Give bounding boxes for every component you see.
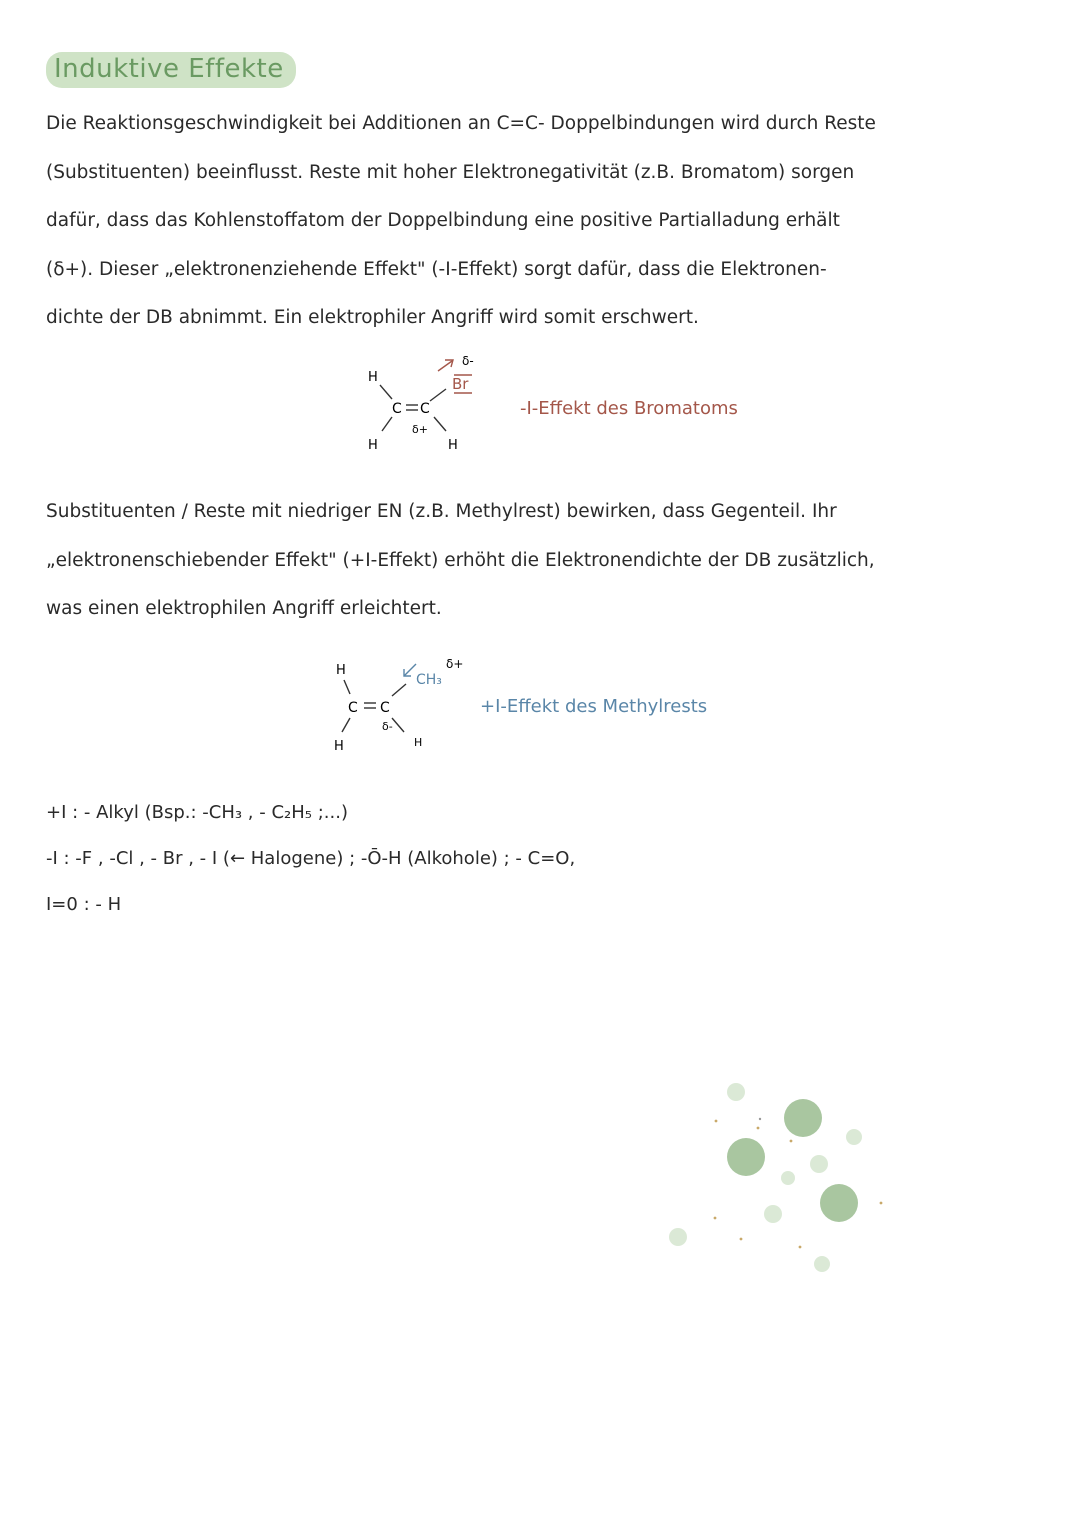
decor-dot bbox=[715, 1120, 718, 1123]
atom-h-bottom-right: H bbox=[448, 438, 458, 453]
decor-dot bbox=[727, 1083, 745, 1101]
atom-c-right: C bbox=[380, 700, 390, 716]
decor-dot bbox=[799, 1246, 802, 1249]
arrow-icon bbox=[404, 664, 416, 676]
paragraph-line: „elektronenschiebender Effekt" (+I-Effekt) erhöht die Elektronendichte der DB zusätzlich, bbox=[46, 549, 875, 571]
partial-charge: δ- bbox=[382, 720, 393, 733]
paragraph-plus-i bbox=[46, 488, 1041, 634]
bond bbox=[344, 680, 350, 694]
bond bbox=[392, 718, 404, 732]
decor-dot bbox=[790, 1140, 793, 1143]
atom-br: Br bbox=[452, 375, 469, 393]
atom-c-right: C bbox=[420, 401, 430, 417]
atom-h-bottom-left: H bbox=[334, 739, 344, 754]
atom-ch3: CH₃ bbox=[416, 672, 442, 688]
bond bbox=[342, 718, 350, 732]
minus-i-label: -I-Effekt des Bromatoms bbox=[520, 398, 738, 419]
paragraph-minus-i bbox=[46, 100, 1041, 343]
decor-dot bbox=[757, 1127, 760, 1130]
atom-h-top-left: H bbox=[336, 663, 346, 678]
partial-charge: δ+ bbox=[446, 657, 464, 671]
plus-i-label: +I-Effekt des Methylrests bbox=[480, 696, 708, 717]
decor-dot bbox=[764, 1205, 782, 1223]
paragraph-line: was einen elektrophilen Angriff erleichtert. bbox=[46, 598, 442, 619]
bond bbox=[430, 389, 446, 401]
partial-charge: δ- bbox=[462, 354, 474, 368]
atom-c-left: C bbox=[348, 700, 358, 716]
decor-dot bbox=[669, 1228, 687, 1246]
decor-dot bbox=[814, 1256, 830, 1272]
decor-dot bbox=[784, 1099, 822, 1137]
atom-h-bottom-left: H bbox=[368, 438, 378, 453]
decor-dot bbox=[740, 1238, 743, 1241]
list-item-minus-i: -I : -F , -Cl , - Br , - I (← Halogene) ; -Ō-H (Alkohole) ; - C=O, bbox=[46, 848, 576, 869]
decorative-dots bbox=[660, 1075, 900, 1275]
bond bbox=[380, 385, 392, 399]
paragraph-line: dichte der DB abnimmt. Ein elektrophiler Angriff wird somit erschwert. bbox=[46, 307, 699, 328]
bond bbox=[392, 684, 406, 696]
decor-dot bbox=[759, 1118, 761, 1120]
paragraph-line: dafür, dass das Kohlenstoffatom der Doppelbindung eine positive Partialladung erhält bbox=[46, 210, 840, 231]
paragraph-line: (Substituenten) beeinflusst. Reste mit hoher Elektronegativität (z.B. Bromatom) sorgen bbox=[46, 161, 855, 183]
decor-dot bbox=[820, 1184, 858, 1222]
paragraph-line: (δ+). Dieser „elektronenziehende Effekt" (-I-Effekt) sorgt dafür, dass die Elektronen- bbox=[46, 258, 827, 280]
decor-dot bbox=[714, 1217, 717, 1220]
bond bbox=[434, 417, 446, 431]
atom-h-top-left: H bbox=[368, 370, 378, 385]
page-title: Induktive Effekte bbox=[46, 52, 296, 88]
propene-structure bbox=[320, 650, 500, 770]
list-item-plus-i: +I : - Alkyl (Bsp.: -CH₃ , - C₂H₅ ;...) bbox=[46, 802, 348, 823]
decor-dot bbox=[880, 1202, 883, 1205]
bond bbox=[382, 417, 392, 431]
decor-dot bbox=[810, 1155, 828, 1173]
atom-h-bottom-right: H bbox=[414, 736, 423, 749]
decor-dot bbox=[727, 1138, 765, 1176]
list-item-zero-i: I=0 : - H bbox=[46, 894, 122, 915]
decor-dot bbox=[846, 1129, 862, 1145]
paragraph-line: Die Reaktionsgeschwindigkeit bei Additionen an C=C- Doppelbindungen wird durch Reste bbox=[46, 113, 876, 134]
atom-c-left: C bbox=[392, 401, 402, 417]
effect-list bbox=[46, 790, 575, 928]
decor-dot bbox=[781, 1171, 795, 1185]
arrow-icon bbox=[438, 361, 452, 371]
partial-charge: δ+ bbox=[412, 423, 428, 436]
paragraph-line: Substituenten / Reste mit niedriger EN (z.B. Methylrest) bewirken, dass Gegenteil. Ihr bbox=[46, 501, 837, 522]
